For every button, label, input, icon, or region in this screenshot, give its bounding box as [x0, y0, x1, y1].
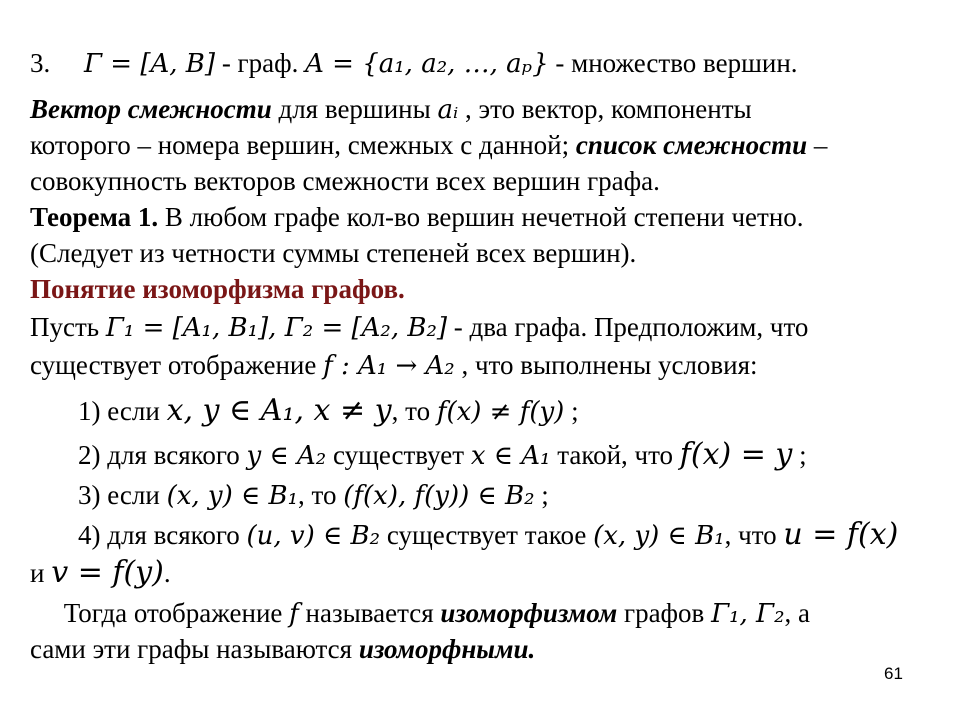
- text-fragment: сами эти графы называются: [30, 634, 359, 664]
- text-fragment: графов: [617, 598, 712, 628]
- condition-4-formula-c: u = f(x): [783, 517, 899, 552]
- mapping-f: f: [289, 599, 299, 629]
- text-fragment: , то: [298, 480, 344, 510]
- page-number: 61: [884, 664, 903, 683]
- vertex-set-word: - множество вершин.: [555, 48, 798, 78]
- text-fragment: такой, что: [557, 440, 680, 470]
- line-mapping: [30, 348, 758, 383]
- vertex-set-formula: A = {a₁, a₂, …, aₚ}: [305, 49, 549, 79]
- text-fragment: для вершины: [271, 94, 438, 124]
- line-isomorphic-def: [30, 632, 535, 666]
- line-graph-definition: [30, 46, 798, 81]
- term-adjacency-list: список смежности: [575, 130, 808, 160]
- vertex-ai-formula: aᵢ: [437, 95, 459, 125]
- text-fragment: 1) если: [78, 396, 167, 426]
- text-fragment: существует отображение: [30, 350, 324, 380]
- item-number: 3.: [30, 48, 51, 78]
- theorem-label: Теорема 1.: [30, 202, 159, 232]
- condition-2-formula-b: x ∈ A₁: [470, 441, 551, 471]
- text-fragment: Пусть: [30, 312, 106, 342]
- line-isomorphism-def: [30, 596, 810, 631]
- condition-4: [78, 518, 898, 553]
- term-isomorphic: изоморфными.: [358, 634, 536, 664]
- text-fragment: ;: [534, 480, 549, 510]
- condition-2-formula-a: y ∈ A₂: [246, 441, 327, 471]
- line-two-graphs: [30, 310, 808, 345]
- condition-1-formula-a: x, y ∈ A₁, x ≠ y: [166, 393, 392, 428]
- text-fragment: 2) для всякого: [78, 440, 247, 470]
- text-fragment: , что выполнены условия:: [461, 350, 758, 380]
- theorem-text: В любом графе кол-во вершин нечетной степени четно.: [158, 202, 804, 232]
- and-condition-formula: v = f(y): [51, 555, 164, 590]
- line-adjacency-vector: [30, 92, 752, 127]
- condition-3-formula-a: (x, y) ∈ B₁: [166, 481, 299, 511]
- condition-4-formula-b: (x, y) ∈ B₁: [593, 521, 725, 551]
- condition-3: [78, 478, 549, 513]
- section-heading: [30, 272, 405, 306]
- line-adjacency-list: [30, 128, 827, 162]
- term-adjacency-vector: Вектор смежности: [30, 94, 272, 124]
- text-fragment: , то: [391, 396, 437, 426]
- line-theorem-proof: [30, 236, 636, 270]
- text-fragment: существует: [332, 440, 471, 470]
- line-adjacency-list-def: [30, 164, 660, 198]
- text-fragment: - два графа. Предположим, что: [453, 312, 809, 342]
- graph-word: - граф.: [221, 48, 306, 78]
- condition-4-formula-a: (u, v) ∈ B₂: [246, 521, 381, 551]
- text-fragment: .: [163, 558, 171, 588]
- line-and-condition: [30, 556, 171, 590]
- two-graphs-formula: Γ₁ = [A₁, B₁], Γ₂ = [A₂, B₂]: [105, 313, 448, 343]
- mapping-formula: f : A₁ → A₂: [323, 351, 455, 381]
- condition-2: [78, 438, 807, 473]
- text-fragment: совокупность векторов смежности всех вершин графа.: [30, 166, 660, 196]
- graphs-gamma-formula: Γ₁, Γ₂: [711, 599, 785, 629]
- condition-2-formula-c: f(x) = y: [679, 437, 793, 472]
- heading-text: Понятие изоморфизма графов.: [30, 274, 405, 304]
- text-fragment: которого – номера вершин, смежных с данной;: [30, 130, 576, 160]
- text-fragment: ;: [792, 440, 807, 470]
- text-fragment: называется: [298, 598, 441, 628]
- text-fragment: 3) если: [78, 480, 167, 510]
- text-fragment: , а: [784, 598, 811, 628]
- graph-formula: Γ = [A, B]: [84, 49, 216, 79]
- text-fragment: существует такое: [386, 520, 594, 550]
- condition-3-formula-b: (f(x), f(y)) ∈ B₂: [343, 481, 535, 511]
- text-fragment: –: [807, 130, 828, 160]
- text-fragment: 4) для всякого: [78, 520, 247, 550]
- text-fragment: ;: [564, 396, 579, 426]
- condition-1: [78, 394, 579, 429]
- term-isomorphism: изоморфизмом: [440, 598, 618, 628]
- text-fragment: Тогда отображение: [63, 598, 290, 628]
- condition-1-formula-b: f(x) ≠ f(y): [436, 397, 565, 427]
- text-fragment: и: [30, 558, 52, 588]
- text-fragment: , что: [724, 520, 784, 550]
- text-fragment: , это вектор, компоненты: [458, 94, 752, 124]
- text-fragment: (Следует из четности суммы степеней всех вершин).: [30, 238, 637, 268]
- line-theorem: [30, 200, 804, 234]
